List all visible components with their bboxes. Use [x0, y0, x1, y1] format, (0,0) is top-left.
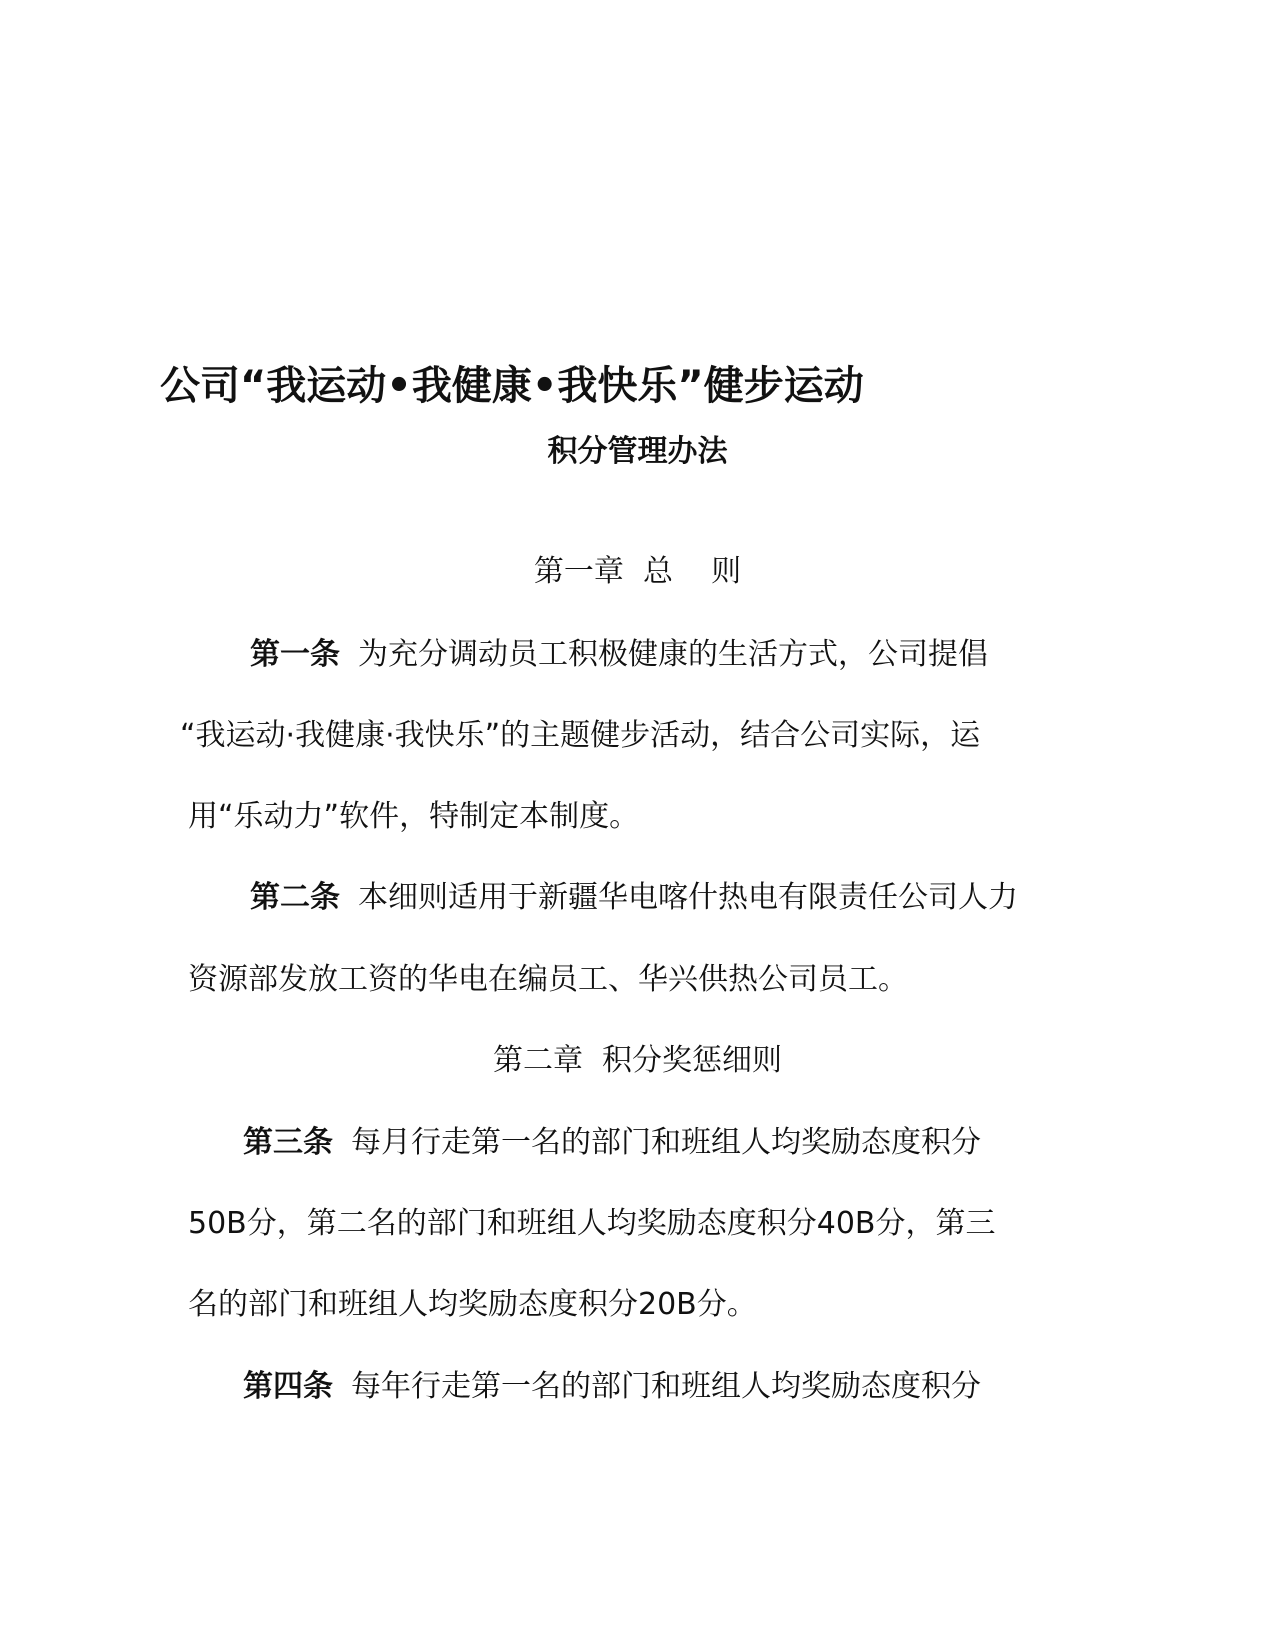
article-3-text-1: 每月行走第一名的部门和班组人均奖励态度积分: [351, 1125, 981, 1160]
document-title: 公司“我运动•我健康•我快乐”健步运动: [160, 363, 864, 409]
article-3-line-2: 50B分，第二名的部门和班组人均奖励态度积分40B分，第三: [188, 1206, 996, 1241]
article-2-line-2: 资源部发放工资的华电在编员工、华兴供热公司员工。: [188, 962, 908, 997]
article-3-line-3: 名的部门和班组人均奖励态度积分20B分。: [188, 1287, 757, 1322]
chapter-2-heading: 第二章 积分奖惩细则: [492, 1043, 783, 1078]
chapter-1-heading: 第一章 总 则: [533, 554, 742, 589]
article-2-label: 第二条: [250, 880, 340, 915]
article-4-line-1: [243, 1367, 981, 1407]
article-1-line-3: 用“乐动力”软件，特制定本制度。: [188, 799, 640, 834]
article-4-label: 第四条: [243, 1369, 333, 1404]
article-3-line-1: [243, 1123, 981, 1163]
article-4-text-1: 每年行走第一名的部门和班组人均奖励态度积分: [351, 1369, 981, 1404]
article-1-label: 第一条: [250, 637, 340, 672]
article-1-line-1: [250, 635, 988, 675]
article-1-line-2: “我运动·我健康·我快乐”的主题健步活动，结合公司实际，运: [180, 718, 981, 753]
article-2-line-1: [250, 878, 1018, 918]
article-3-label: 第三条: [243, 1125, 333, 1160]
article-1-text-1: 为充分调动员工积极健康的生活方式，公司提倡: [358, 637, 988, 672]
document-subtitle: 积分管理办法: [547, 434, 728, 469]
article-2-text-1: 本细则适用于新疆华电喀什热电有限责任公司人力: [358, 880, 1018, 915]
